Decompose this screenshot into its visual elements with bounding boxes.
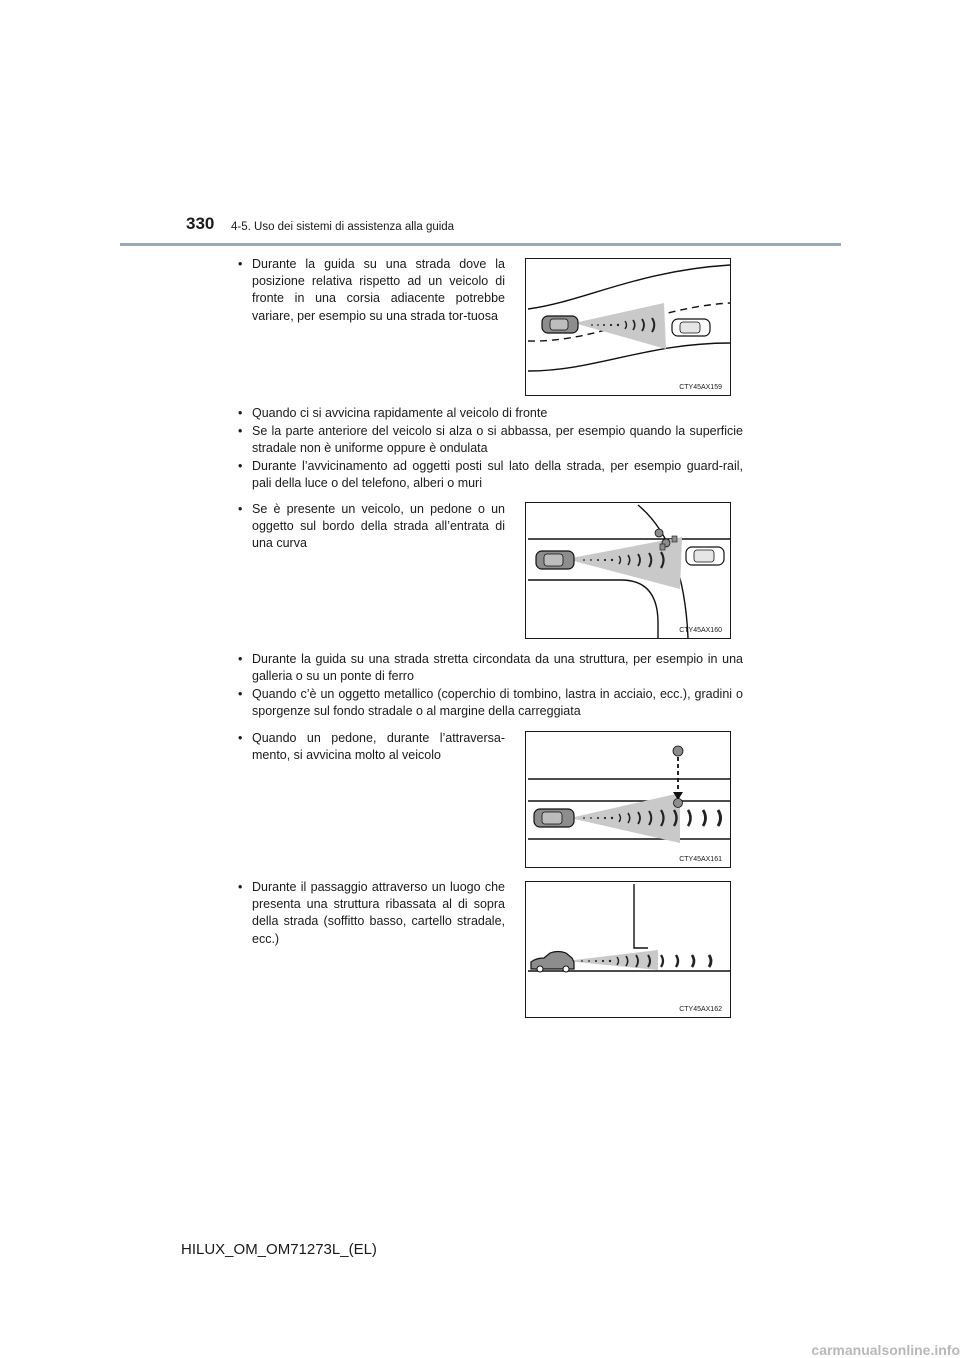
section-title: 4-5. Uso dei sistemi di assistenza alla guida	[231, 221, 455, 233]
bullet-pedestrian-crossing: • Quando un pedone, durante l’attraversa-mento, si avvicina molto al veicolo	[238, 730, 505, 764]
own-vehicle	[542, 316, 578, 333]
preceding-vehicle	[686, 547, 724, 565]
bullet-roadside-objects: • Durante l’avvicinamento ad oggetti posti sul lato della strada, per esempio guard-rail, pali della luce o del telefono, alberi o muri	[238, 458, 743, 492]
bullet-approach-vehicle: • Quando ci si avvicina rapidamente al veicolo di fronte	[238, 405, 743, 422]
winding-road-illustration	[526, 259, 731, 396]
low-structure-illustration	[526, 882, 731, 1018]
figure-code: CTY45AX159	[679, 384, 722, 391]
own-vehicle	[536, 551, 574, 569]
page-number: 330	[186, 214, 215, 233]
preceding-vehicle	[672, 319, 710, 336]
bullet-curve-entry: • Se è presente un veicolo, un pedone o un oggetto sul bordo della strada all’entrata di una curva	[238, 501, 505, 553]
figure-code: CTY45AX161	[679, 856, 722, 863]
own-vehicle-side	[531, 952, 574, 973]
own-vehicle	[534, 809, 574, 827]
bullet-vehicle-pitch: • Se la parte anteriore del veicolo si alza o si abbassa, per esempio quando la superficie stradale non è uniforme oppure è ondulata	[238, 423, 743, 457]
pedestrian-crossing-illustration	[526, 732, 731, 868]
footer-doc-code: HILUX_OM_OM71273L_(EL)	[181, 1241, 377, 1258]
header-rule	[120, 243, 841, 246]
watermark: carmanualsonline.info	[811, 1342, 960, 1358]
figure-code: CTY45AX160	[679, 627, 722, 634]
bullet-narrow-road: • Durante la guida su una strada stretta circondata da una struttura, per esempio in una galleria o su un ponte di ferro	[238, 651, 743, 685]
bullet-metal-object: • Quando c’è un oggetto metallico (coperchio di tombino, lastra in acciaio, ecc.), gradini o sporgenze sul fondo stradale o al margine della carreggiata	[238, 686, 743, 720]
bullet-winding-road: • Durante la guida su una strada dove la posizione relativa rispetto ad un veicolo di fronte in una corsia adiacente potrebbe variare, per esempio su una strada tor-tuosa	[238, 256, 505, 325]
figure-winding-road	[525, 258, 731, 396]
figure-code: CTY45AX162	[679, 1006, 722, 1013]
figure-pedestrian-crossing	[525, 731, 731, 868]
figure-low-structure	[525, 881, 731, 1018]
curve-entry-illustration	[526, 503, 731, 639]
figure-curve-entry	[525, 502, 731, 639]
bullet-low-structure: • Durante il passaggio attraverso un luogo che presenta una struttura ribassata al di sopra della strada (soffitto basso, cartello stradale, ecc.)	[238, 879, 505, 948]
